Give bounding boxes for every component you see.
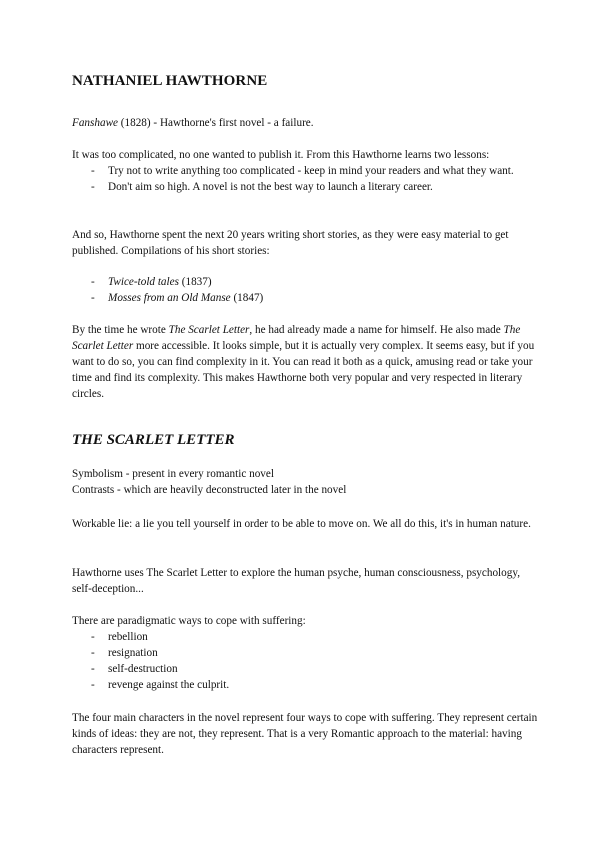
list-item: [72, 179, 542, 195]
list-item: [72, 163, 542, 179]
text-run: more accessible. It looks simple, but it is actually very complex. It seems easy, but if you want to do so, you can find complexity in it. You can read it both as a quick, amusing read or take your time and find its complexity. This makes Hawthorne both very popular and very respected in literary circles.: [72, 340, 535, 400]
paragraph-symbolism-contrasts: [72, 466, 542, 498]
paragraph-human-psyche: Hawthorne uses The Scarlet Letter to explore the human psyche, human consciousness, psychology, self-deception...: [72, 567, 521, 595]
paragraph-too-complicated: It was too complicated, no one wanted to publish it. From this Hawthorne learns two lessons:: [72, 149, 490, 161]
dash-marker: -: [91, 631, 95, 643]
book-title: The Scarlet Letter: [72, 324, 521, 352]
dash-marker: -: [91, 276, 95, 288]
compilation-title: Twice-told tales: [108, 276, 179, 288]
list-item: [72, 645, 542, 661]
paragraph-short-stories: And so, Hawthorne spent the next 20 years writing short stories, as they were easy material to get published. Compilations of his short stories:: [72, 229, 509, 257]
dash-marker: -: [91, 181, 95, 193]
paragraph-four-characters: The four main characters in the novel represent four ways to cope with suffering. They represent certain kinds of ideas: they are not, they represent. That is a very Romantic approach to the material: having characters represent.: [72, 712, 538, 756]
compilation-year: (1847): [230, 292, 264, 304]
compilation-title: Mosses from an Old Manse: [108, 292, 231, 304]
paragraph-scarlet-letter-intro: [72, 322, 542, 402]
way-text: self-destruction: [108, 663, 178, 675]
book-title: The Scarlet Letter: [168, 324, 250, 336]
heading-the-scarlet-letter: THE SCARLET LETTER: [72, 432, 235, 448]
compilation-year: (1837): [178, 276, 212, 288]
text-run: By the time he wrote: [72, 324, 169, 336]
way-text: resignation: [108, 647, 158, 659]
symbolism-line: Symbolism - present in every romantic novel: [72, 468, 274, 480]
compilations-list: [72, 274, 542, 306]
way-text: revenge against the culprit.: [108, 679, 230, 691]
list-item: [72, 629, 542, 645]
dash-marker: -: [91, 165, 95, 177]
heading-nathaniel-hawthorne: NATHANIEL HAWTHORNE: [72, 73, 268, 89]
fanshawe-title: Fanshawe: [72, 117, 118, 129]
dash-marker: -: [91, 292, 95, 304]
dash-marker: -: [91, 663, 95, 675]
lessons-list: [72, 163, 542, 195]
list-item: [72, 290, 542, 306]
list-item: [72, 274, 542, 290]
dash-marker: -: [91, 679, 95, 691]
contrasts-line: Contrasts - which are heavily deconstructed later in the novel: [72, 484, 347, 496]
paragraph-ways-to-cope: There are paradigmatic ways to cope with suffering:: [72, 615, 306, 627]
text-run: , he had already made a name for himself. He also made: [249, 324, 504, 336]
list-item: [72, 677, 542, 693]
lesson-text: Don't aim so high. A novel is not the best way to launch a literary career.: [108, 181, 433, 193]
dash-marker: -: [91, 647, 95, 659]
paragraph-fanshawe: [72, 115, 542, 131]
lesson-text: Try not to write anything too complicated - keep in mind your readers and what they want.: [108, 165, 514, 177]
ways-list: [72, 629, 542, 693]
paragraph-workable-lie: Workable lie: a lie you tell yourself in order to be able to move on. We all do this, it's in human nature.: [72, 518, 531, 530]
way-text: rebellion: [108, 631, 148, 643]
list-item: [72, 661, 542, 677]
fanshawe-text: (1828) - Hawthorne's first novel - a failure.: [118, 117, 314, 129]
